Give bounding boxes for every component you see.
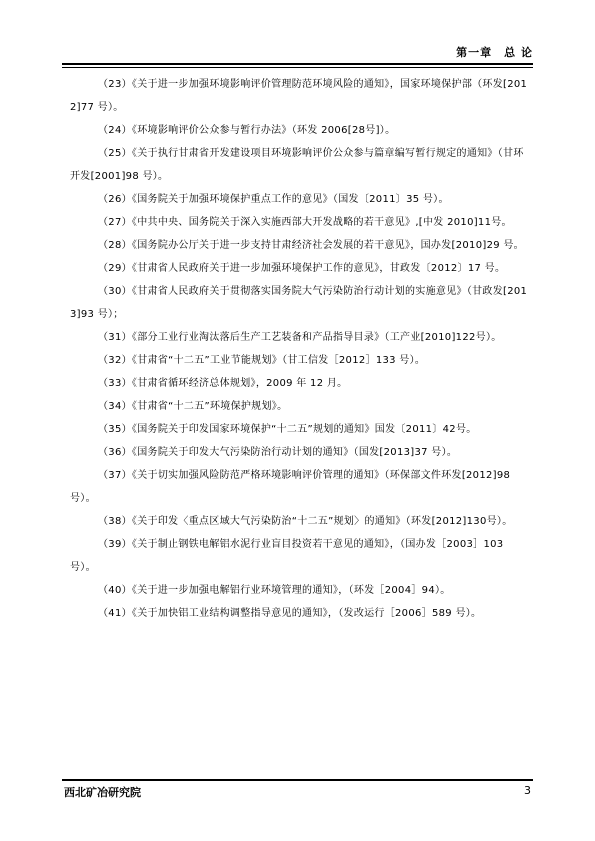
reference-item: （32）《甘肃省“十二五”工业节能规划》（甘工信发［2012］133 号）。 <box>98 355 426 366</box>
footer-rule <box>62 779 533 781</box>
reference-item: （40）《关于进一步加强电解铝行业环境管理的通知》，（环发［2004］94）。 <box>98 585 451 596</box>
reference-item: （37）《关于切实加强风险防范严格环境影响评价管理的通知》（环保部文件环发[2012]98 号）。 <box>70 470 514 504</box>
reference-item: （25）《关于执行甘肃省开发建设项目环境影响评价公众参与篇章编写暂行规定的通知》（甘环开发[2001]98 号）。 <box>70 148 524 182</box>
reference-item: （29）《甘肃省人民政府关于进一步加强环境保护工作的意见》，甘政发〔2012〕17 号。 <box>98 263 506 274</box>
organization-name: 西北矿冶研究院 <box>64 786 141 799</box>
reference-item: （26）《国务院关于加强环境保护重点工作的意见》（国发〔2011〕35 号）。 <box>98 194 449 205</box>
reference-item: （33）《甘肃省循环经济总体规划》，2009 年 12 月。 <box>98 378 348 389</box>
header-rule-thin <box>62 67 533 68</box>
page-number: 3 <box>524 784 531 797</box>
chapter-title: 第一章 总 论 <box>456 46 533 59</box>
reference-item: （41）《关于加快铝工业结构调整指导意见的通知》，（发改运行［2006］589 号）。 <box>98 608 482 619</box>
reference-item: （24）《环境影响评价公众参与暂行办法》（环发 2006[28号]）。 <box>98 125 396 136</box>
reference-item: （34）《甘肃省“十二五”环境保护规划》。 <box>98 401 288 412</box>
reference-item: （31）《部分工业行业淘汰落后生产工艺装备和产品指导目录》（工产业[2010]122号）。 <box>98 332 502 343</box>
header-rule-thick <box>62 63 533 65</box>
reference-item: （28）《国务院办公厅关于进一步支持甘肃经济社会发展的若干意见》，国办发[2010]29 号。 <box>98 240 524 251</box>
reference-item: （39）《关于制止钢铁电解铝水泥行业盲目投资若干意见的通知》，（国办发［2003］103 号）。 <box>70 539 507 573</box>
reference-item: （36）《国务院关于印发大气污染防治行动计划的通知》（国发[2013]37 号）。 <box>98 447 458 458</box>
reference-item: （38）《关于印发〈重点区域大气污染防治“十二五”规划〉的通知》（环发[2012]130号）。 <box>98 516 513 527</box>
reference-item: （27）《中共中央、国务院关于深入实施西部大开发战略的若干意见》,[中发 2010]11号。 <box>98 217 512 228</box>
reference-item: （23）《关于进一步加强环境影响评价管理防范环境风险的通知》，国家环境保护部（环发[2012]77 号）。 <box>70 79 528 113</box>
reference-item: （35）《国务院关于印发国家环境保护“十二五”规划的通知》国发〔2011〕42号。 <box>98 424 477 435</box>
reference-item: （30）《甘肃省人民政府关于贯彻落实国务院大气污染防治行动计划的实施意见》（甘政发[2013]93 号）； <box>70 286 528 320</box>
reference-list <box>70 73 532 625</box>
